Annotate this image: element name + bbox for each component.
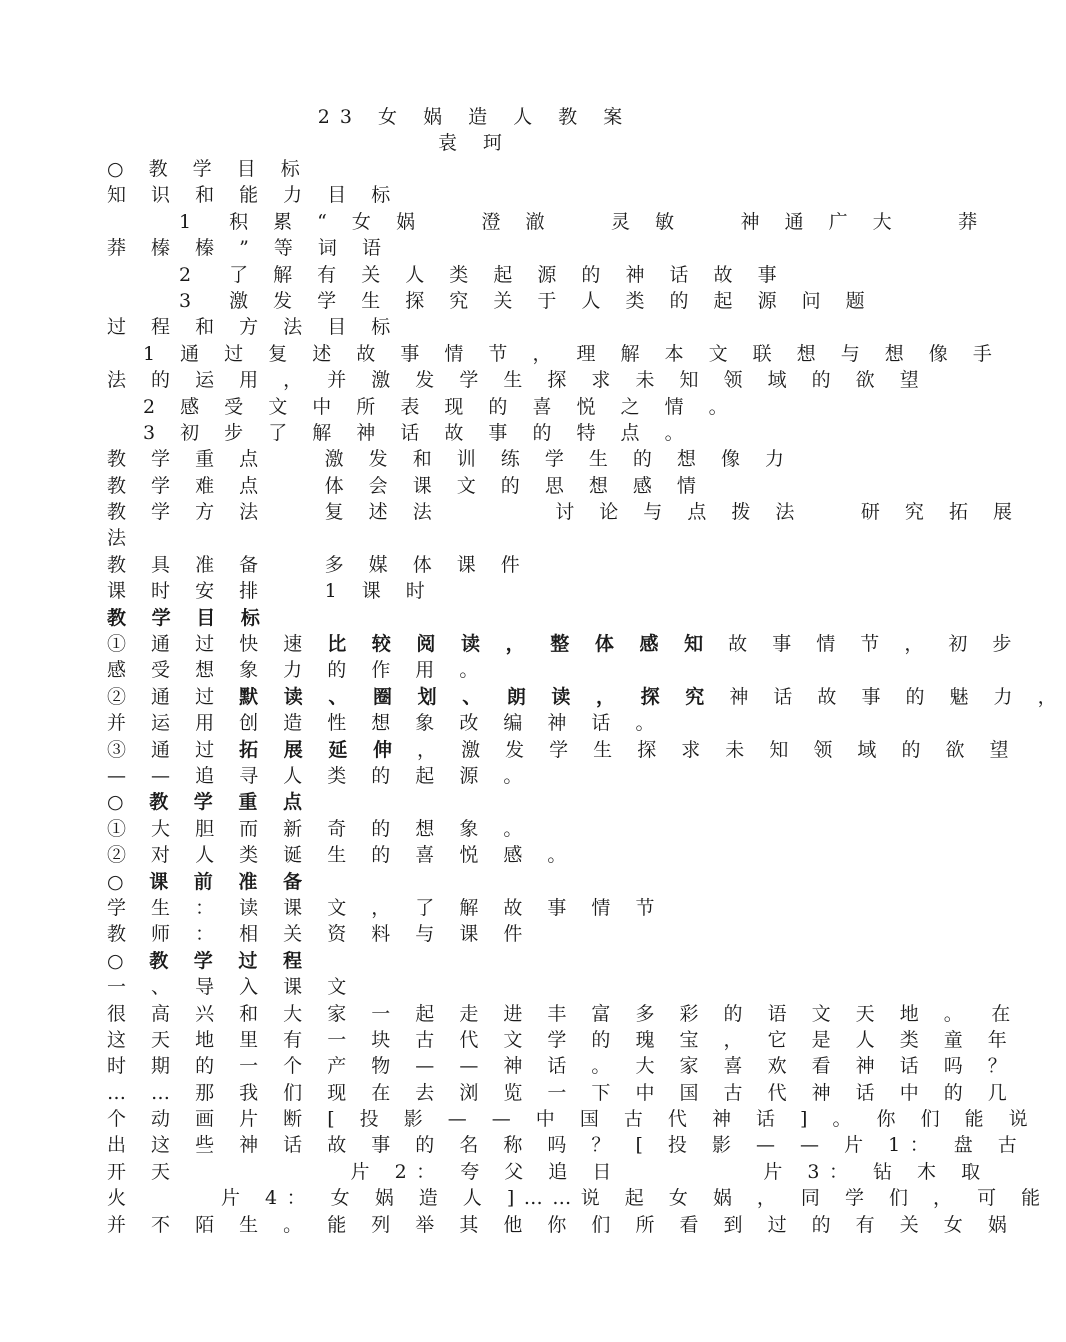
text-line — [107, 684, 1066, 710]
text-segment: ， 激 发 学 生 探 求 未 知 领 域 的 欲 望 — [401, 738, 1019, 761]
text-line: ○ 教 学 目 标 — [107, 158, 310, 180]
text-line: 1 积 累 “ 女 娲 澄 澈 灵 敏 神 通 广 大 莽 — [179, 210, 987, 233]
text-line — [107, 737, 1019, 763]
bold-text-segment: 拓 展 延 伸 — [239, 738, 402, 761]
text-line: ② 对 人 类 诞 生 的 喜 悦 感 。 — [107, 844, 576, 867]
text-line: 并 运 用 创 造 性 想 象 改 编 神 话 。 — [107, 712, 664, 735]
text-line: ① 大 胆 而 新 奇 的 想 象 。 — [107, 817, 532, 840]
text-line: 知 识 和 能 力 目 标 — [107, 184, 400, 207]
text-segment: ① 通 过 快 速 — [107, 633, 328, 656]
text-line: 时 期 的 一 个 产 物 — — 神 话 。 大 家 喜 欢 看 神 话 吗 ？ — [107, 1055, 1017, 1078]
bold-text-segment: 默 读 、 圈 划 、 朗 读 ， 探 究 — [239, 685, 714, 708]
text-segment: ② 通 过 — [107, 685, 240, 708]
text-line: ○ 课 前 准 备 — [107, 870, 312, 893]
text-line: 1 通 过 复 述 故 事 情 节 ， 理 解 本 文 联 想 与 想 像 手 — [143, 342, 1002, 365]
text-line: 个 动 画 片 断 [ 投 影 — — 中 国 古 代 神 话 ] 。 你 们 能 说 — [107, 1108, 1038, 1131]
text-line: 2 感 受 文 中 所 表 现 的 喜 悦 之 情 。 — [143, 395, 738, 418]
document-author: 袁 珂 — [437, 132, 513, 154]
text-line: 学 生 ： 读 课 文 ， 了 解 故 事 情 节 — [107, 896, 664, 919]
text-segment: ③ 通 过 — [107, 738, 240, 761]
text-line: 教 学 难 点 体 会 课 文 的 思 想 感 情 — [107, 474, 706, 497]
text-line: 课 时 安 排 1 课 时 — [107, 580, 435, 603]
text-line: 教 学 重 点 激 发 和 训 练 学 生 的 想 像 力 — [107, 448, 794, 471]
text-line: 出 这 些 神 话 故 事 的 名 称 吗 ？ [ 投 影 — — 片 1： 盘 古 — [107, 1134, 1027, 1157]
text-line: 很 高 兴 和 大 家 一 起 走 进 丰 富 多 彩 的 语 文 天 地 。 在 — [107, 1002, 1020, 1025]
text-line: 过 程 和 方 法 目 标 — [107, 316, 400, 339]
text-line: 并 不 陌 生 。 能 列 举 其 他 你 们 所 看 到 过 的 有 关 女 娲 — [107, 1213, 1017, 1236]
text-line: 教 具 准 备 多 媒 体 课 件 — [107, 553, 530, 576]
text-line: … … 那 我 们 现 在 去 浏 览 一 下 中 国 古 代 神 话 中 的 几 — [107, 1081, 1017, 1104]
text-line: 教 学 目 标 — [107, 606, 270, 629]
text-line: ○ 教 学 过 程 — [107, 949, 312, 972]
bold-text-segment: 比 较 阅 读 ， 整 体 感 知 — [327, 633, 713, 656]
text-line: 教 学 方 法 复 述 法 讨 论 与 点 拨 法 研 究 拓 展 — [107, 501, 1022, 524]
text-segment: 故 事 情 节 ， 初 步 — [712, 633, 1021, 656]
text-line: 感 受 想 象 力 的 作 用 。 — [107, 659, 488, 682]
text-line: 莽 榛 榛 ” 等 词 语 — [107, 237, 391, 260]
text-line: 火 片 4： 女 娲 造 人 ]……说 起 女 娲 ， 同 学 们 ， 可 能 — [107, 1187, 1050, 1210]
document-body — [107, 156, 1066, 1238]
text-line: 这 天 地 里 有 一 块 古 代 文 学 的 瑰 宝 ， 它 是 人 类 童 年 — [107, 1028, 1017, 1051]
text-line: 教 师 ： 相 关 资 料 与 课 件 — [107, 923, 532, 946]
text-line: 法 的 运 用 ， 并 激 发 学 生 探 求 未 知 领 域 的 欲 望 — [107, 369, 929, 392]
text-line: — — 追 寻 人 类 的 起 源 。 — [107, 764, 532, 787]
text-line: 2 了 解 有 关 人 类 起 源 的 神 话 故 事 — [179, 263, 787, 286]
document-title: 23 女 娲 造 人 教 案 — [317, 106, 633, 128]
text-line: ○ 教 学 重 点 — [107, 791, 312, 814]
text-line: 一 、 导 入 课 文 — [107, 976, 356, 999]
text-line: 3 激 发 学 生 探 究 关 于 人 类 的 起 源 问 题 — [179, 289, 875, 312]
text-line: 3 初 步 了 解 神 话 故 事 的 特 点 。 — [143, 421, 694, 444]
text-segment: 神 话 故 事 的 魅 力 ， — [713, 685, 1066, 708]
text-line: 法 — [107, 527, 136, 550]
text-line — [107, 631, 1021, 657]
text-line: 开 天 片 2： 夸 父 追 日 片 3： 钻 木 取 — [107, 1160, 990, 1183]
